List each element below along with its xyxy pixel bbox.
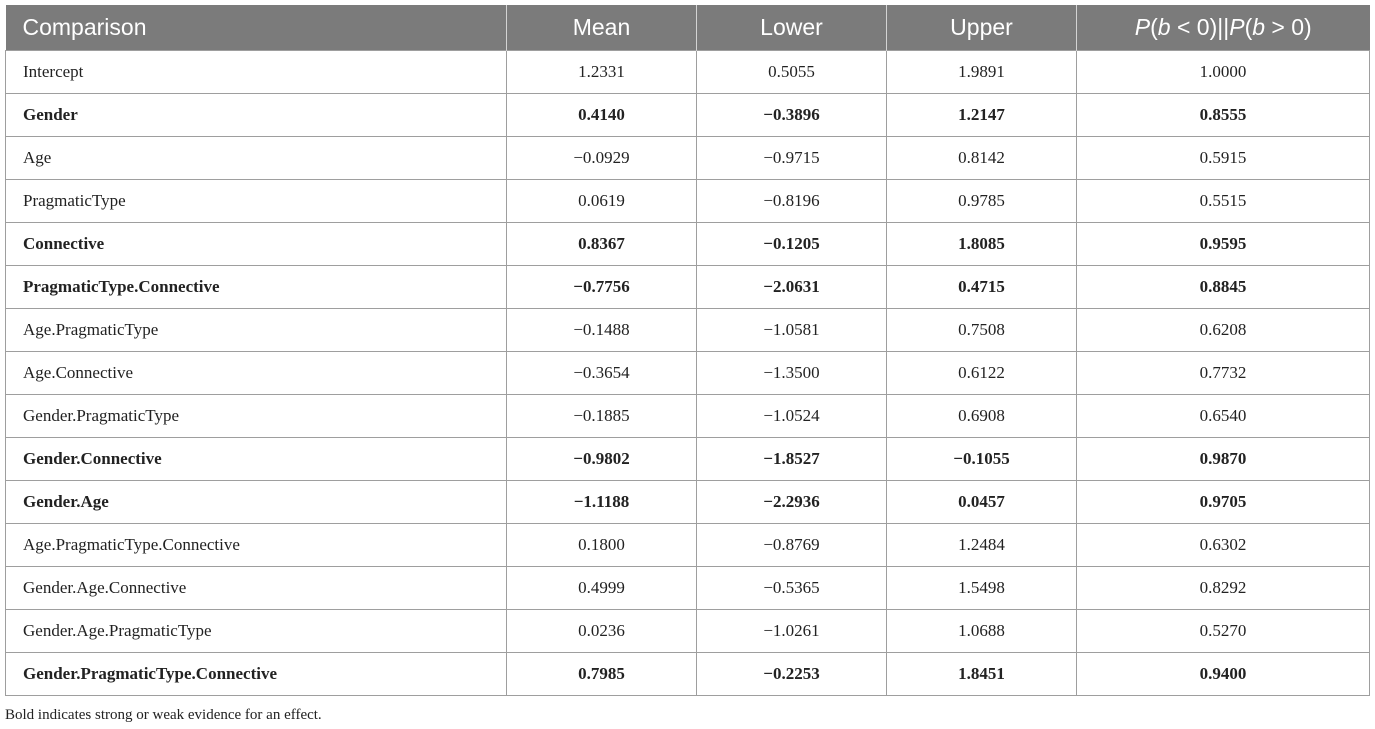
- cell-upper: 1.0688: [887, 610, 1077, 653]
- cell-comparison: Gender.PragmaticType.Connective: [6, 653, 507, 696]
- cell-lower: −1.0581: [697, 309, 887, 352]
- cell-lower: −0.1205: [697, 223, 887, 266]
- cell-lower: 0.5055: [697, 51, 887, 94]
- cell-upper: 0.7508: [887, 309, 1077, 352]
- cell-upper: 1.8451: [887, 653, 1077, 696]
- cell-comparison: Intercept: [6, 51, 507, 94]
- table-row: [6, 137, 1370, 180]
- cell-upper: 0.4715: [887, 266, 1077, 309]
- header-mean: Mean: [507, 5, 697, 51]
- cell-comparison: Gender.Age.PragmaticType: [6, 610, 507, 653]
- cell-comparison: Age.PragmaticType.Connective: [6, 524, 507, 567]
- cell-probability: 1.0000: [1077, 51, 1370, 94]
- header-probability: [1077, 5, 1370, 51]
- cell-upper: 1.8085: [887, 223, 1077, 266]
- cell-probability: 0.6302: [1077, 524, 1370, 567]
- header-row: [6, 5, 1370, 51]
- cell-mean: 0.1800: [507, 524, 697, 567]
- cell-probability: 0.5270: [1077, 610, 1370, 653]
- cell-lower: −0.3896: [697, 94, 887, 137]
- cell-mean: −0.7756: [507, 266, 697, 309]
- cell-comparison: Gender.Age.Connective: [6, 567, 507, 610]
- header-comparison: Comparison: [6, 5, 507, 51]
- prob-less-than: < 0)||: [1170, 14, 1230, 40]
- cell-upper: 1.5498: [887, 567, 1077, 610]
- table-row: [6, 94, 1370, 137]
- prob-symbol-p2: P: [1229, 14, 1245, 40]
- cell-probability: 0.6540: [1077, 395, 1370, 438]
- cell-comparison: PragmaticType.Connective: [6, 266, 507, 309]
- cell-probability: 0.9870: [1077, 438, 1370, 481]
- cell-lower: −2.0631: [697, 266, 887, 309]
- cell-lower: −0.8769: [697, 524, 887, 567]
- cell-upper: 1.2147: [887, 94, 1077, 137]
- cell-probability: 0.8845: [1077, 266, 1370, 309]
- cell-lower: −1.8527: [697, 438, 887, 481]
- table-row: [6, 223, 1370, 266]
- cell-lower: −0.9715: [697, 137, 887, 180]
- cell-mean: 0.4999: [507, 567, 697, 610]
- cell-mean: −0.0929: [507, 137, 697, 180]
- cell-mean: −0.1885: [507, 395, 697, 438]
- prob-paren-2: (: [1244, 14, 1253, 40]
- cell-probability: 0.8555: [1077, 94, 1370, 137]
- table-row: [6, 567, 1370, 610]
- results-table: [5, 5, 1370, 696]
- cell-mean: 0.0619: [507, 180, 697, 223]
- cell-comparison: Age.Connective: [6, 352, 507, 395]
- table-row: [6, 51, 1370, 94]
- table-body: [6, 51, 1370, 696]
- table-row: [6, 180, 1370, 223]
- table-row: [6, 524, 1370, 567]
- cell-mean: −0.3654: [507, 352, 697, 395]
- cell-comparison: Gender.Age: [6, 481, 507, 524]
- cell-comparison: Gender: [6, 94, 507, 137]
- cell-comparison: PragmaticType: [6, 180, 507, 223]
- cell-upper: 0.9785: [887, 180, 1077, 223]
- cell-comparison: Gender.PragmaticType: [6, 395, 507, 438]
- cell-upper: 0.0457: [887, 481, 1077, 524]
- prob-symbol-p1: P: [1134, 14, 1151, 40]
- cell-probability: 0.9595: [1077, 223, 1370, 266]
- cell-mean: 0.0236: [507, 610, 697, 653]
- cell-comparison: Gender.Connective: [6, 438, 507, 481]
- cell-probability: 0.7732: [1077, 352, 1370, 395]
- cell-lower: −1.3500: [697, 352, 887, 395]
- cell-probability: 0.9400: [1077, 653, 1370, 696]
- header-lower: Lower: [697, 5, 887, 51]
- table-row: [6, 266, 1370, 309]
- table-header: [6, 5, 1370, 51]
- cell-upper: 1.9891: [887, 51, 1077, 94]
- cell-probability: 0.5515: [1077, 180, 1370, 223]
- prob-symbol-b2: b: [1252, 14, 1266, 40]
- table-row: [6, 610, 1370, 653]
- cell-upper: 0.8142: [887, 137, 1077, 180]
- cell-lower: −0.8196: [697, 180, 887, 223]
- cell-probability: 0.8292: [1077, 567, 1370, 610]
- cell-mean: −0.9802: [507, 438, 697, 481]
- prob-paren-1: (: [1150, 14, 1158, 40]
- cell-comparison: Age: [6, 137, 507, 180]
- cell-comparison: Age.PragmaticType: [6, 309, 507, 352]
- table-row: [6, 438, 1370, 481]
- cell-probability: 0.5915: [1077, 137, 1370, 180]
- cell-mean: −1.1188: [507, 481, 697, 524]
- cell-mean: 1.2331: [507, 51, 697, 94]
- table-row: [6, 309, 1370, 352]
- cell-upper: 0.6908: [887, 395, 1077, 438]
- cell-mean: −0.1488: [507, 309, 697, 352]
- cell-mean: 0.8367: [507, 223, 697, 266]
- cell-lower: −0.5365: [697, 567, 887, 610]
- cell-mean: 0.4140: [507, 94, 697, 137]
- table-row: [6, 653, 1370, 696]
- cell-lower: −1.0524: [697, 395, 887, 438]
- cell-upper: −0.1055: [887, 438, 1077, 481]
- cell-lower: −1.0261: [697, 610, 887, 653]
- cell-probability: 0.9705: [1077, 481, 1370, 524]
- cell-upper: 0.6122: [887, 352, 1077, 395]
- table-row: [6, 352, 1370, 395]
- cell-probability: 0.6208: [1077, 309, 1370, 352]
- cell-upper: 1.2484: [887, 524, 1077, 567]
- cell-comparison: Connective: [6, 223, 507, 266]
- table-row: [6, 395, 1370, 438]
- prob-greater-than: > 0): [1265, 14, 1312, 40]
- cell-lower: −0.2253: [697, 653, 887, 696]
- header-upper: Upper: [887, 5, 1077, 51]
- cell-mean: 0.7985: [507, 653, 697, 696]
- cell-lower: −2.2936: [697, 481, 887, 524]
- prob-symbol-b1: b: [1157, 14, 1171, 40]
- table-row: [6, 481, 1370, 524]
- table-footnote: Bold indicates strong or weak evidence for an effect.: [5, 707, 322, 723]
